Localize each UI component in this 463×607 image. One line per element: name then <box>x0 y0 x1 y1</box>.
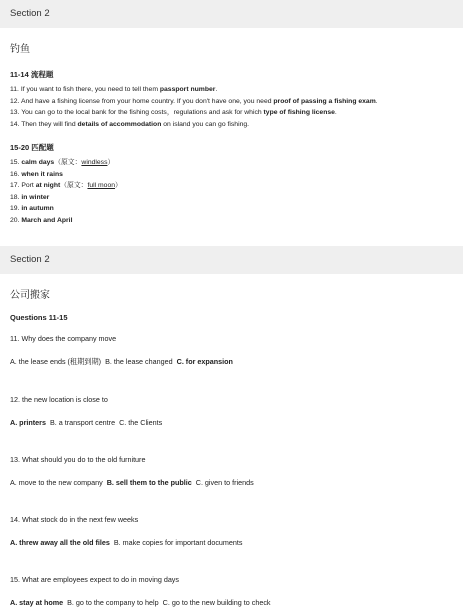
question-block <box>10 334 453 367</box>
option: A. move to the new company <box>10 478 103 487</box>
item-text: 13. You can go to the local bank for the fishing costs，regulations and ask for which <box>10 109 264 116</box>
list-item <box>10 119 453 131</box>
question-block <box>10 395 453 427</box>
option: C. given to friends <box>195 478 254 487</box>
part-heading: 15-20 匹配题 <box>10 143 54 152</box>
item-number: 20. <box>10 216 22 224</box>
answer-text: details of accommodation <box>77 120 162 128</box>
list-item <box>10 215 453 227</box>
answer-text: calm days <box>21 159 55 166</box>
option: B. make copies for important documents <box>113 538 243 547</box>
item-number: 16. <box>10 170 22 178</box>
answer-text: type of fishing license <box>263 109 335 116</box>
options-row <box>10 478 453 487</box>
question-block <box>10 455 453 487</box>
question-text: 12. the new location is close to <box>10 395 108 404</box>
list-item <box>10 96 453 108</box>
correct-option: A. printers <box>10 418 46 427</box>
part-heading: 11-14 流程题 <box>10 70 54 79</box>
option: B. a transport centre <box>49 418 116 427</box>
list-item <box>10 84 453 96</box>
list-item <box>10 203 453 215</box>
option: A. the lease ends (租期到期) <box>10 357 102 366</box>
list-item <box>10 157 453 169</box>
correct-option: A. stay at home <box>10 598 64 607</box>
flow-question-list <box>10 84 453 130</box>
correct-option: B. sell them to the public <box>106 478 192 487</box>
item-number: 15. <box>10 159 22 166</box>
item-text: 11. If you want to fish there, you need to tell them <box>10 86 160 93</box>
list-item <box>10 169 453 181</box>
question-block <box>10 575 453 607</box>
section-1-content <box>0 40 463 226</box>
correct-option: C. for expansion <box>176 357 233 366</box>
section-header: Section 2 <box>0 246 463 274</box>
matching-question-list <box>10 157 453 226</box>
question-list <box>10 334 453 607</box>
item-text: 14. Then they will find <box>10 120 78 128</box>
list-item <box>10 107 453 119</box>
option: C. the Clients <box>119 418 163 427</box>
options-row <box>10 538 453 547</box>
options-row <box>10 598 453 607</box>
question-text: 15. What are employees expect to do in moving days <box>10 575 179 584</box>
item-text: . <box>375 97 378 105</box>
answer-text: in autumn <box>21 205 54 212</box>
item-number: 18. <box>10 193 22 201</box>
original-text-note: full moon <box>87 182 116 189</box>
topic-title: 公司搬家 <box>10 290 50 301</box>
question-text: 13. What should you do to the old furniture <box>10 455 146 464</box>
item-text: on island you can go fishing. <box>161 120 250 128</box>
option: B. go to the company to help <box>67 598 159 607</box>
item-number: 19. <box>10 205 22 212</box>
note-close: ） <box>107 159 115 166</box>
answer-text: proof of passing a fishing exam <box>273 97 376 105</box>
original-text-note: windless <box>81 159 108 166</box>
item-number: 17. Port <box>10 182 36 189</box>
note-close: ） <box>115 182 122 189</box>
questions-heading: Questions 11-15 <box>10 313 68 322</box>
section-header: Section 2 <box>0 0 463 28</box>
section-2-content <box>0 286 463 607</box>
question-block <box>10 515 453 547</box>
list-item <box>10 180 453 192</box>
note-open: （原文： <box>54 159 82 166</box>
note-open: （原文： <box>60 182 88 189</box>
answer-text: when it rains <box>21 170 63 178</box>
item-text: . <box>334 109 337 116</box>
question-text: 14. What stock do in the next few weeks <box>10 515 139 524</box>
item-text: . <box>215 86 218 93</box>
options-row <box>10 418 453 427</box>
topic-title: 钓鱼 <box>10 44 30 55</box>
answer-text: at night <box>35 182 61 189</box>
options-row <box>10 357 453 367</box>
option: C. go to the new building to check <box>162 598 271 607</box>
item-text: 12. And have a fishing license from your home country. If you don't have one, you need <box>10 97 274 105</box>
correct-option: A. threw away all the old files <box>10 538 110 547</box>
list-item <box>10 192 453 204</box>
answer-text: passport number <box>159 86 216 93</box>
answer-text: in winter <box>21 193 50 201</box>
option: B. the lease changed <box>105 357 173 366</box>
question-text: 11. Why does the company move <box>10 334 117 343</box>
answer-text: March and April <box>21 216 73 224</box>
